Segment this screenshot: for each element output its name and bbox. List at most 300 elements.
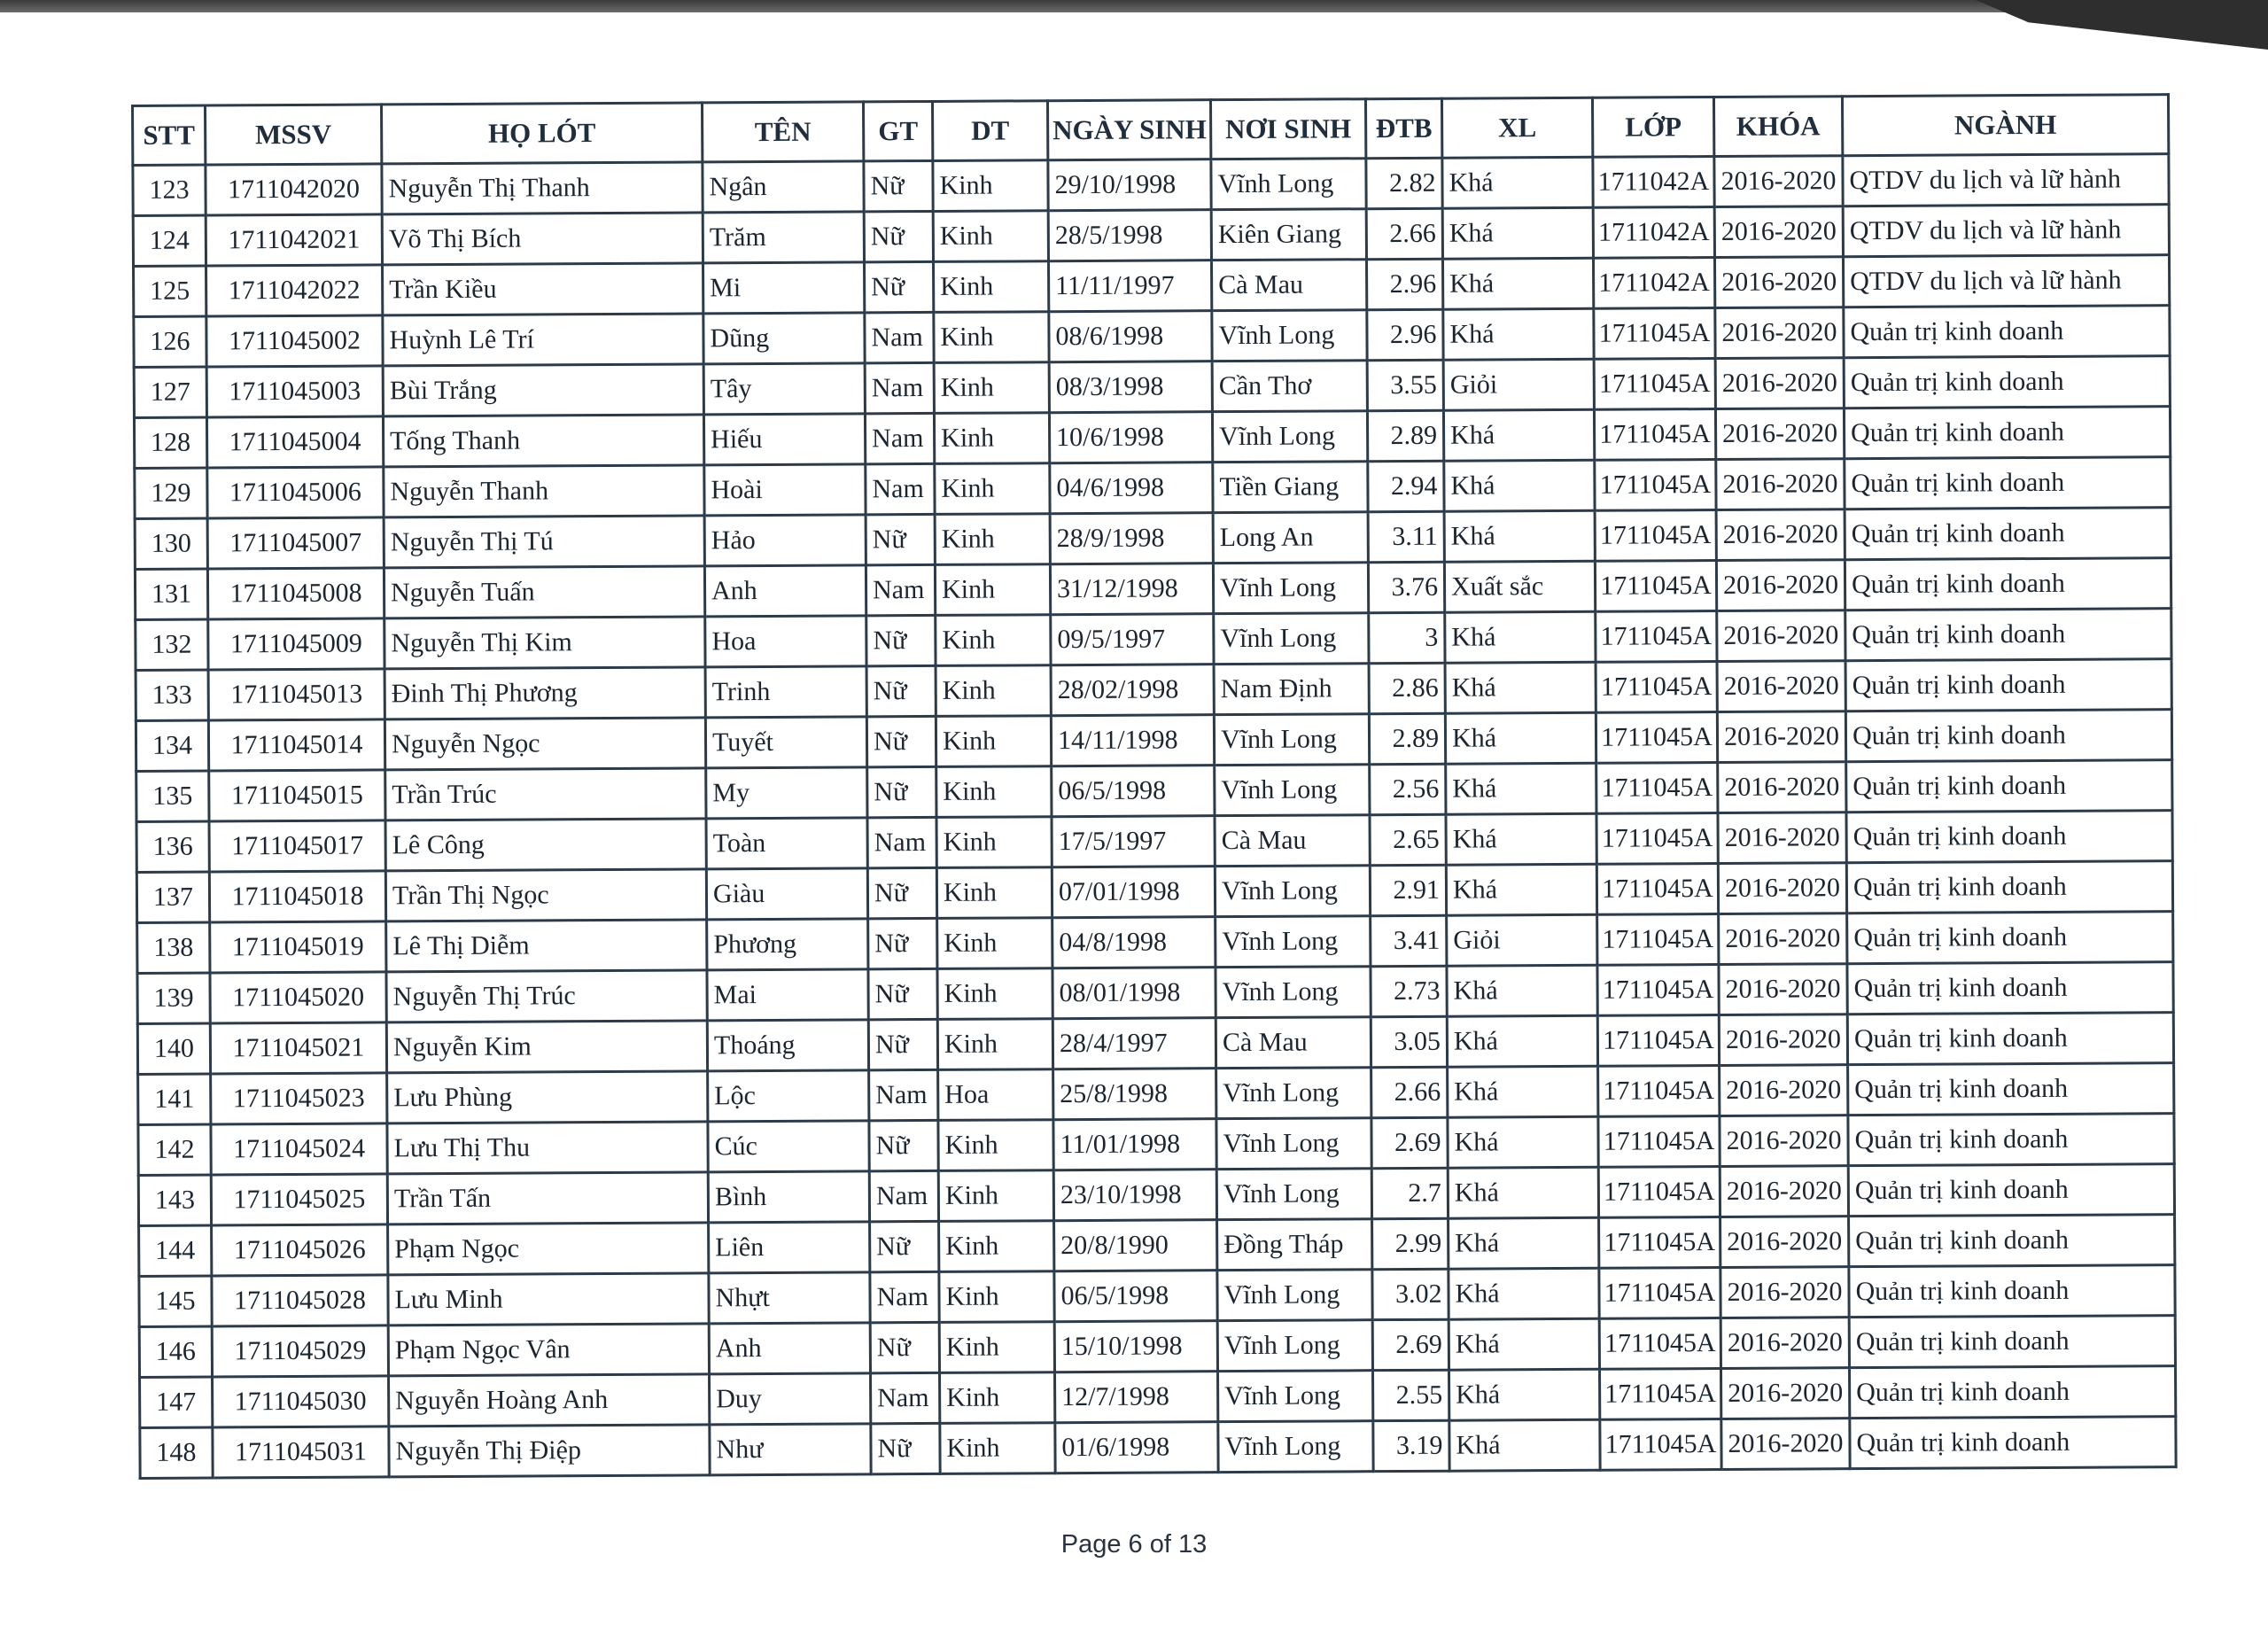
cell-nganh: Quản trị kinh doanh [1849, 1366, 2175, 1419]
cell-mssv: 1711045002 [206, 315, 383, 367]
cell-stt: 128 [134, 417, 206, 468]
cell-dt: Kinh [939, 1322, 1054, 1373]
cell-xl: Khá [1449, 1369, 1599, 1420]
cell-mssv: 1711042021 [206, 214, 382, 266]
cell-nganh: Quản trị kinh doanh [1847, 962, 2173, 1014]
cell-lop: 1711045A [1594, 409, 1715, 461]
cell-mssv: 1711045028 [212, 1275, 388, 1326]
header-noi-sinh: NƠI SINH [1210, 99, 1365, 159]
cell-mssv: 1711045015 [209, 770, 385, 821]
cell-stt: 135 [136, 771, 209, 821]
cell-gt: Nữ [871, 1423, 940, 1473]
cell-xl: Xuất sắc [1444, 561, 1595, 612]
cell-lop: 1711045A [1599, 1268, 1720, 1319]
cell-noi-sinh: Vĩnh Long [1215, 765, 1370, 816]
cell-ho-lot: Nguyễn Tuấn [384, 566, 704, 618]
cell-stt: 140 [137, 1023, 210, 1074]
header-ngay-sinh: NGÀY SINH [1047, 100, 1210, 160]
cell-lop: 1711045A [1594, 308, 1715, 360]
cell-xl: Khá [1446, 864, 1596, 915]
cell-dtb: 2.66 [1366, 208, 1442, 259]
cell-dtb: 2.69 [1371, 1117, 1448, 1168]
cell-khoa: 2016-2020 [1720, 1065, 1848, 1116]
cell-xl: Khá [1445, 712, 1596, 764]
cell-noi-sinh: Vĩnh Long [1214, 714, 1369, 766]
cell-stt: 131 [135, 569, 207, 619]
cell-dt: Kinh [933, 160, 1048, 212]
cell-xl: Khá [1442, 258, 1593, 309]
cell-noi-sinh: Vĩnh Long [1216, 1068, 1371, 1119]
cell-lop: 1711045A [1598, 1066, 1720, 1117]
cell-ngay-sinh: 14/11/1998 [1051, 715, 1214, 766]
cell-ho-lot: Lưu Minh [388, 1273, 709, 1325]
cell-dtb: 2.7 [1371, 1168, 1448, 1218]
cell-ngay-sinh: 10/6/1998 [1049, 412, 1212, 463]
cell-noi-sinh: Vĩnh Long [1213, 563, 1368, 614]
cell-lop: 1711045A [1596, 763, 1718, 814]
cell-ngay-sinh: 11/11/1997 [1049, 260, 1212, 312]
cell-dt: Kinh [936, 665, 1051, 717]
cell-gt: Nữ [868, 968, 937, 1019]
cell-ten: Toàn [706, 818, 867, 869]
cell-lop: 1711042A [1593, 258, 1714, 309]
cell-ho-lot: Lưu Phùng [387, 1071, 708, 1123]
cell-lop: 1711045A [1595, 510, 1716, 562]
cell-stt: 145 [139, 1276, 212, 1326]
cell-dtb: 2.91 [1370, 865, 1446, 915]
cell-mssv: 1711045009 [208, 618, 384, 670]
cell-xl: Khá [1444, 460, 1595, 511]
cell-dt: Kinh [937, 918, 1052, 969]
cell-xl: Khá [1445, 611, 1596, 663]
cell-gt: Nữ [866, 615, 936, 665]
student-table [131, 93, 2178, 1480]
cell-ngay-sinh: 15/10/1998 [1054, 1321, 1217, 1372]
cell-khoa: 2016-2020 [1720, 1318, 1849, 1369]
cell-khoa: 2016-2020 [1720, 1368, 1849, 1419]
cell-stt: 147 [140, 1377, 213, 1427]
cell-dt: Kinh [939, 1271, 1054, 1323]
cell-stt: 137 [136, 872, 209, 922]
cell-ten: Hoài [704, 464, 866, 516]
cell-dt: Kinh [935, 463, 1050, 515]
cell-ngay-sinh: 06/5/1998 [1052, 766, 1215, 817]
cell-dtb: 3.19 [1373, 1420, 1449, 1471]
cell-mssv: 1711045014 [208, 719, 384, 771]
cell-stt: 126 [134, 316, 206, 367]
cell-ho-lot: Trần Kiều [383, 263, 703, 315]
cell-dtb: 2.65 [1370, 814, 1446, 865]
cell-nganh: Quản trị kinh doanh [1846, 861, 2172, 913]
cell-ho-lot: Trần Thị Ngọc [385, 869, 706, 921]
cell-lop: 1711045A [1595, 460, 1716, 511]
cell-dtb: 2.89 [1369, 713, 1445, 764]
cell-khoa: 2016-2020 [1718, 863, 1846, 914]
cell-xl: Khá [1442, 207, 1593, 259]
cell-ho-lot: Phạm Ngọc Vân [388, 1324, 709, 1376]
cell-stt: 127 [134, 367, 206, 417]
cell-khoa: 2016-2020 [1717, 661, 1845, 712]
header-ho-lot: HỌ LÓT [382, 103, 703, 164]
cell-khoa: 2016-2020 [1719, 964, 1847, 1015]
cell-noi-sinh: Cần Thơ [1212, 361, 1367, 412]
cell-lop: 1711045A [1596, 864, 1718, 915]
cell-ten: Lộc [708, 1070, 869, 1122]
cell-xl: Khá [1449, 1268, 1599, 1319]
cell-nganh: Quản trị kinh doanh [1845, 710, 2171, 762]
cell-xl: Khá [1446, 763, 1596, 814]
cell-dt: Kinh [935, 564, 1050, 616]
cell-nganh: Quản trị kinh doanh [1848, 1114, 2174, 1166]
cell-mssv: 1711045026 [212, 1224, 388, 1276]
cell-mssv: 1711045008 [207, 568, 384, 619]
cell-ngay-sinh: 28/9/1998 [1050, 513, 1213, 564]
document-sheet [131, 93, 2178, 1480]
cell-xl: Giỏi [1443, 359, 1594, 410]
cell-gt: Nam [869, 1069, 938, 1120]
cell-ho-lot: Huỳnh Lê Trí [383, 314, 703, 366]
cell-mssv: 1711045004 [206, 416, 383, 468]
cell-khoa: 2016-2020 [1717, 711, 1845, 763]
cell-mssv: 1711045018 [209, 871, 385, 922]
scan-corner-shadow [1976, 0, 2268, 50]
cell-ten: Ngân [703, 161, 864, 213]
cell-noi-sinh: Cà Mau [1212, 260, 1367, 311]
cell-nganh: QTDV du lịch và lữ hành [1843, 154, 2169, 206]
cell-nganh: Quản trị kinh doanh [1846, 760, 2172, 812]
cell-lop: 1711045A [1596, 611, 1717, 663]
cell-nganh: Quản trị kinh doanh [1846, 811, 2172, 863]
cell-ngay-sinh: 04/8/1998 [1052, 917, 1216, 968]
cell-ho-lot: Nguyễn Hoàng Anh [389, 1374, 710, 1426]
cell-ho-lot: Bùi Trắng [383, 364, 703, 416]
cell-stt: 130 [135, 518, 207, 569]
cell-dtb: 3 [1369, 612, 1445, 663]
cell-khoa: 2016-2020 [1718, 762, 1846, 813]
header-stt: STT [133, 105, 206, 165]
cell-lop: 1711042A [1593, 157, 1714, 208]
cell-nganh: QTDV du lịch và lữ hành [1843, 205, 2169, 257]
header-lop: LỚP [1592, 97, 1713, 158]
cell-lop: 1711045A [1597, 1015, 1719, 1067]
header-xl: XL [1441, 97, 1592, 158]
cell-xl: Khá [1442, 157, 1593, 208]
cell-khoa: 2016-2020 [1715, 358, 1844, 409]
cell-dt: Kinh [940, 1423, 1055, 1474]
cell-ngay-sinh: 23/10/1998 [1053, 1170, 1216, 1221]
cell-lop: 1711045A [1599, 1369, 1720, 1420]
cell-ngay-sinh: 09/5/1997 [1051, 614, 1214, 665]
cell-dt: Kinh [936, 766, 1052, 818]
cell-dtb: 2.55 [1373, 1370, 1449, 1420]
cell-stt: 141 [138, 1074, 211, 1124]
cell-dtb: 3.11 [1368, 511, 1444, 562]
cell-nganh: Quản trị kinh doanh [1844, 407, 2170, 459]
cell-ten: Mi [703, 262, 865, 314]
cell-dt: Hoa [938, 1069, 1053, 1121]
cell-nganh: Quản trị kinh doanh [1849, 1265, 2175, 1318]
cell-khoa: 2016-2020 [1719, 913, 1847, 965]
cell-stt: 134 [136, 720, 208, 771]
cell-noi-sinh: Vĩnh Long [1217, 1270, 1372, 1321]
cell-khoa: 2016-2020 [1720, 1116, 1848, 1167]
cell-khoa: 2016-2020 [1720, 1267, 1849, 1318]
cell-mssv: 1711045017 [209, 820, 385, 872]
cell-xl: Khá [1449, 1217, 1599, 1269]
cell-ngay-sinh: 17/5/1997 [1052, 816, 1215, 867]
cell-gt: Nữ [865, 261, 934, 312]
cell-stt: 138 [137, 922, 210, 973]
cell-dt: Kinh [938, 1170, 1053, 1222]
cell-noi-sinh: Nam Định [1214, 664, 1369, 715]
cell-gt: Nữ [868, 918, 937, 968]
cell-gt: Nữ [864, 160, 933, 211]
cell-xl: Khá [1447, 1015, 1597, 1067]
cell-dtb: 2.99 [1372, 1218, 1449, 1269]
cell-xl: Khá [1443, 308, 1594, 360]
cell-gt: Nữ [866, 665, 936, 716]
cell-nganh: Quản trị kinh doanh [1845, 457, 2171, 509]
cell-khoa: 2016-2020 [1716, 560, 1845, 611]
cell-dt: Kinh [934, 312, 1049, 363]
cell-ho-lot: Trần Tấn [387, 1172, 708, 1224]
cell-stt: 124 [133, 215, 206, 266]
cell-gt: Nữ [870, 1322, 939, 1372]
cell-ten: Hoa [705, 616, 866, 667]
cell-dtb: 2.86 [1369, 663, 1445, 713]
cell-xl: Khá [1448, 1066, 1598, 1117]
cell-lop: 1711045A [1598, 1167, 1720, 1218]
cell-mssv: 1711045020 [210, 972, 386, 1023]
cell-mssv: 1711045025 [211, 1174, 387, 1225]
cell-xl: Giỏi [1447, 914, 1597, 966]
cell-lop: 1711045A [1600, 1419, 1721, 1470]
cell-ngay-sinh: 12/7/1998 [1055, 1372, 1218, 1423]
cell-lop: 1711045A [1599, 1318, 1720, 1370]
cell-lop: 1711045A [1596, 813, 1718, 865]
cell-ngay-sinh: 28/5/1998 [1048, 210, 1211, 261]
cell-dtb: 2.82 [1366, 158, 1442, 208]
cell-noi-sinh: Cà Mau [1216, 1017, 1371, 1069]
cell-dt: Kinh [934, 261, 1049, 313]
cell-mssv: 1711045003 [206, 366, 383, 417]
cell-nganh: QTDV du lịch và lữ hành [1843, 255, 2169, 307]
cell-lop: 1711042A [1593, 207, 1714, 259]
cell-ten: Anh [709, 1323, 870, 1374]
table-body [133, 154, 2176, 1479]
cell-ten: Liên [709, 1222, 870, 1273]
cell-dtb: 2.69 [1372, 1319, 1449, 1370]
cell-dtb: 2.66 [1371, 1067, 1448, 1117]
cell-ngay-sinh: 01/6/1998 [1055, 1422, 1218, 1473]
cell-nganh: Quản trị kinh doanh [1850, 1417, 2176, 1469]
cell-noi-sinh: Vĩnh Long [1218, 1371, 1373, 1422]
cell-noi-sinh: Đồng Tháp [1217, 1219, 1372, 1271]
cell-xl: Khá [1449, 1419, 1600, 1471]
cell-nganh: Quản trị kinh doanh [1849, 1316, 2175, 1368]
cell-ho-lot: Phạm Ngọc [388, 1223, 709, 1275]
cell-mssv: 1711042020 [206, 164, 382, 215]
cell-lop: 1711045A [1596, 712, 1717, 764]
cell-ngay-sinh: 04/6/1998 [1050, 463, 1213, 514]
cell-ten: Anh [704, 565, 866, 617]
cell-mssv: 1711045013 [208, 669, 384, 720]
cell-nganh: Quản trị kinh doanh [1848, 1063, 2174, 1116]
cell-dt: Kinh [937, 1019, 1052, 1070]
cell-ten: Nhựt [709, 1272, 870, 1324]
cell-nganh: Quản trị kinh doanh [1844, 356, 2170, 408]
cell-dtb: 3.55 [1367, 360, 1443, 410]
cell-ho-lot: Nguyễn Thanh [384, 465, 704, 517]
cell-dt: Kinh [936, 867, 1052, 919]
cell-stt: 129 [135, 468, 207, 518]
cell-lop: 1711045A [1597, 965, 1719, 1016]
cell-khoa: 2016-2020 [1720, 1217, 1849, 1268]
cell-ten: Dũng [703, 313, 865, 364]
cell-noi-sinh: Vĩnh Long [1216, 967, 1371, 1018]
cell-ho-lot: Đinh Thị Phương [384, 667, 705, 719]
cell-dtb: 3.05 [1371, 1016, 1447, 1067]
cell-khoa: 2016-2020 [1714, 257, 1843, 308]
cell-stt: 146 [139, 1326, 212, 1377]
cell-ho-lot: Nguyễn Thị Thanh [382, 162, 703, 214]
scan-edge-shadow [0, 0, 2268, 12]
cell-khoa: 2016-2020 [1719, 1014, 1847, 1066]
cell-dtb: 3.41 [1371, 915, 1447, 966]
cell-khoa: 2016-2020 [1715, 408, 1844, 460]
cell-nganh: Quản trị kinh doanh [1847, 1013, 2173, 1065]
cell-noi-sinh: Vĩnh Long [1216, 1118, 1371, 1170]
cell-nganh: Quản trị kinh doanh [1845, 508, 2171, 560]
cell-dt: Kinh [939, 1221, 1054, 1272]
cell-ngay-sinh: 28/4/1997 [1052, 1018, 1216, 1069]
cell-xl: Khá [1446, 813, 1596, 865]
cell-stt: 142 [138, 1124, 211, 1175]
cell-ho-lot: Nguyễn Thị Trúc [386, 970, 707, 1022]
cell-ten: Giàu [706, 868, 867, 920]
cell-mssv: 1711045024 [211, 1123, 387, 1175]
header-dt: DT [932, 101, 1047, 161]
cell-ngay-sinh: 08/01/1998 [1052, 968, 1216, 1019]
cell-noi-sinh: Vĩnh Long [1218, 1421, 1373, 1473]
cell-khoa: 2016-2020 [1714, 206, 1843, 258]
cell-ten: Bình [708, 1171, 869, 1223]
cell-nganh: Quản trị kinh doanh [1845, 558, 2171, 610]
cell-xl: Khá [1448, 1116, 1598, 1168]
cell-noi-sinh: Vĩnh Long [1215, 866, 1370, 917]
cell-stt: 123 [133, 165, 206, 215]
cell-dtb: 2.94 [1368, 461, 1444, 511]
cell-mssv: 1711045006 [207, 467, 384, 518]
cell-stt: 143 [138, 1175, 211, 1225]
cell-noi-sinh: Vĩnh Long [1212, 411, 1367, 463]
cell-gt: Nữ [866, 716, 936, 766]
cell-ho-lot: Lê Thị Diễm [386, 920, 707, 972]
cell-mssv: 1711045021 [210, 1022, 386, 1074]
cell-lop: 1711045A [1598, 1116, 1720, 1168]
cell-ten: Hiếu [703, 414, 865, 465]
cell-ten: Trinh [705, 666, 866, 718]
cell-gt: Nam [867, 817, 936, 867]
cell-noi-sinh: Vĩnh Long [1216, 1169, 1371, 1220]
cell-ten: Cúc [708, 1121, 869, 1172]
cell-khoa: 2016-2020 [1715, 307, 1844, 359]
header-khoa: KHÓA [1713, 97, 1842, 157]
cell-dt: Kinh [935, 514, 1050, 565]
cell-xl: Khá [1447, 965, 1597, 1016]
cell-dt: Kinh [933, 211, 1048, 262]
cell-gt: Nam [865, 413, 934, 463]
cell-ten: Trăm [703, 212, 864, 263]
cell-lop: 1711045A [1596, 662, 1717, 713]
cell-ho-lot: Lưu Thị Thu [387, 1122, 708, 1174]
cell-ngay-sinh: 07/01/1998 [1052, 867, 1215, 918]
cell-dt: Kinh [937, 968, 1052, 1020]
header-dtb: ĐTB [1365, 98, 1441, 158]
cell-ho-lot: Tống Thanh [383, 415, 703, 467]
cell-ho-lot: Trần Trúc [385, 768, 706, 820]
cell-nganh: Quản trị kinh doanh [1845, 659, 2171, 711]
cell-dt: Kinh [934, 362, 1049, 414]
cell-ten: Hảo [704, 515, 866, 566]
cell-stt: 148 [140, 1427, 213, 1478]
cell-khoa: 2016-2020 [1718, 812, 1846, 864]
cell-ngay-sinh: 11/01/1998 [1053, 1119, 1216, 1170]
table-row [140, 1417, 2176, 1479]
cell-stt: 125 [134, 266, 206, 316]
cell-khoa: 2016-2020 [1720, 1166, 1848, 1217]
cell-dt: Kinh [936, 716, 1051, 767]
cell-ngay-sinh: 28/02/1998 [1051, 665, 1214, 716]
cell-stt: 132 [136, 619, 208, 670]
cell-dtb: 2.73 [1371, 966, 1447, 1016]
cell-mssv: 1711045023 [211, 1073, 387, 1124]
cell-ten: Tuyết [705, 717, 866, 768]
cell-noi-sinh: Long An [1213, 512, 1368, 564]
cell-gt: Nữ [870, 1221, 939, 1271]
cell-ngay-sinh: 06/5/1998 [1054, 1271, 1217, 1322]
cell-ho-lot: Nguyễn Thị Điệp [389, 1425, 710, 1477]
cell-stt: 139 [137, 973, 210, 1023]
cell-dt: Kinh [940, 1372, 1055, 1424]
cell-dtb: 2.56 [1370, 764, 1446, 814]
cell-mssv: 1711045007 [207, 517, 384, 569]
cell-nganh: Quản trị kinh doanh [1845, 609, 2171, 661]
cell-stt: 136 [136, 821, 209, 872]
cell-nganh: Quản trị kinh doanh [1848, 1164, 2174, 1217]
cell-xl: Khá [1444, 510, 1595, 562]
cell-xl: Khá [1448, 1167, 1598, 1218]
cell-mssv: 1711045030 [213, 1376, 389, 1427]
cell-ho-lot: Nguyễn Kim [386, 1021, 707, 1073]
cell-ngay-sinh: 08/6/1998 [1049, 311, 1212, 362]
cell-xl: Khá [1445, 662, 1596, 713]
cell-ngay-sinh: 25/8/1998 [1053, 1069, 1216, 1120]
cell-noi-sinh: Vĩnh Long [1212, 310, 1367, 361]
cell-ho-lot: Nguyễn Thị Kim [384, 617, 705, 669]
cell-xl: Khá [1443, 409, 1594, 461]
cell-noi-sinh: Vĩnh Long [1214, 613, 1369, 665]
cell-stt: 133 [136, 670, 208, 720]
cell-nganh: Quản trị kinh doanh [1849, 1215, 2175, 1267]
cell-ho-lot: Nguyễn Ngọc [384, 718, 705, 770]
cell-noi-sinh: Vĩnh Long [1216, 916, 1371, 968]
page-number: Page 6 of 13 [1060, 1530, 1208, 1559]
cell-ten: Phương [707, 919, 868, 970]
cell-gt: Nữ [868, 1019, 937, 1069]
cell-dt: Kinh [938, 1120, 1053, 1171]
cell-ten: Thoáng [707, 1020, 868, 1071]
